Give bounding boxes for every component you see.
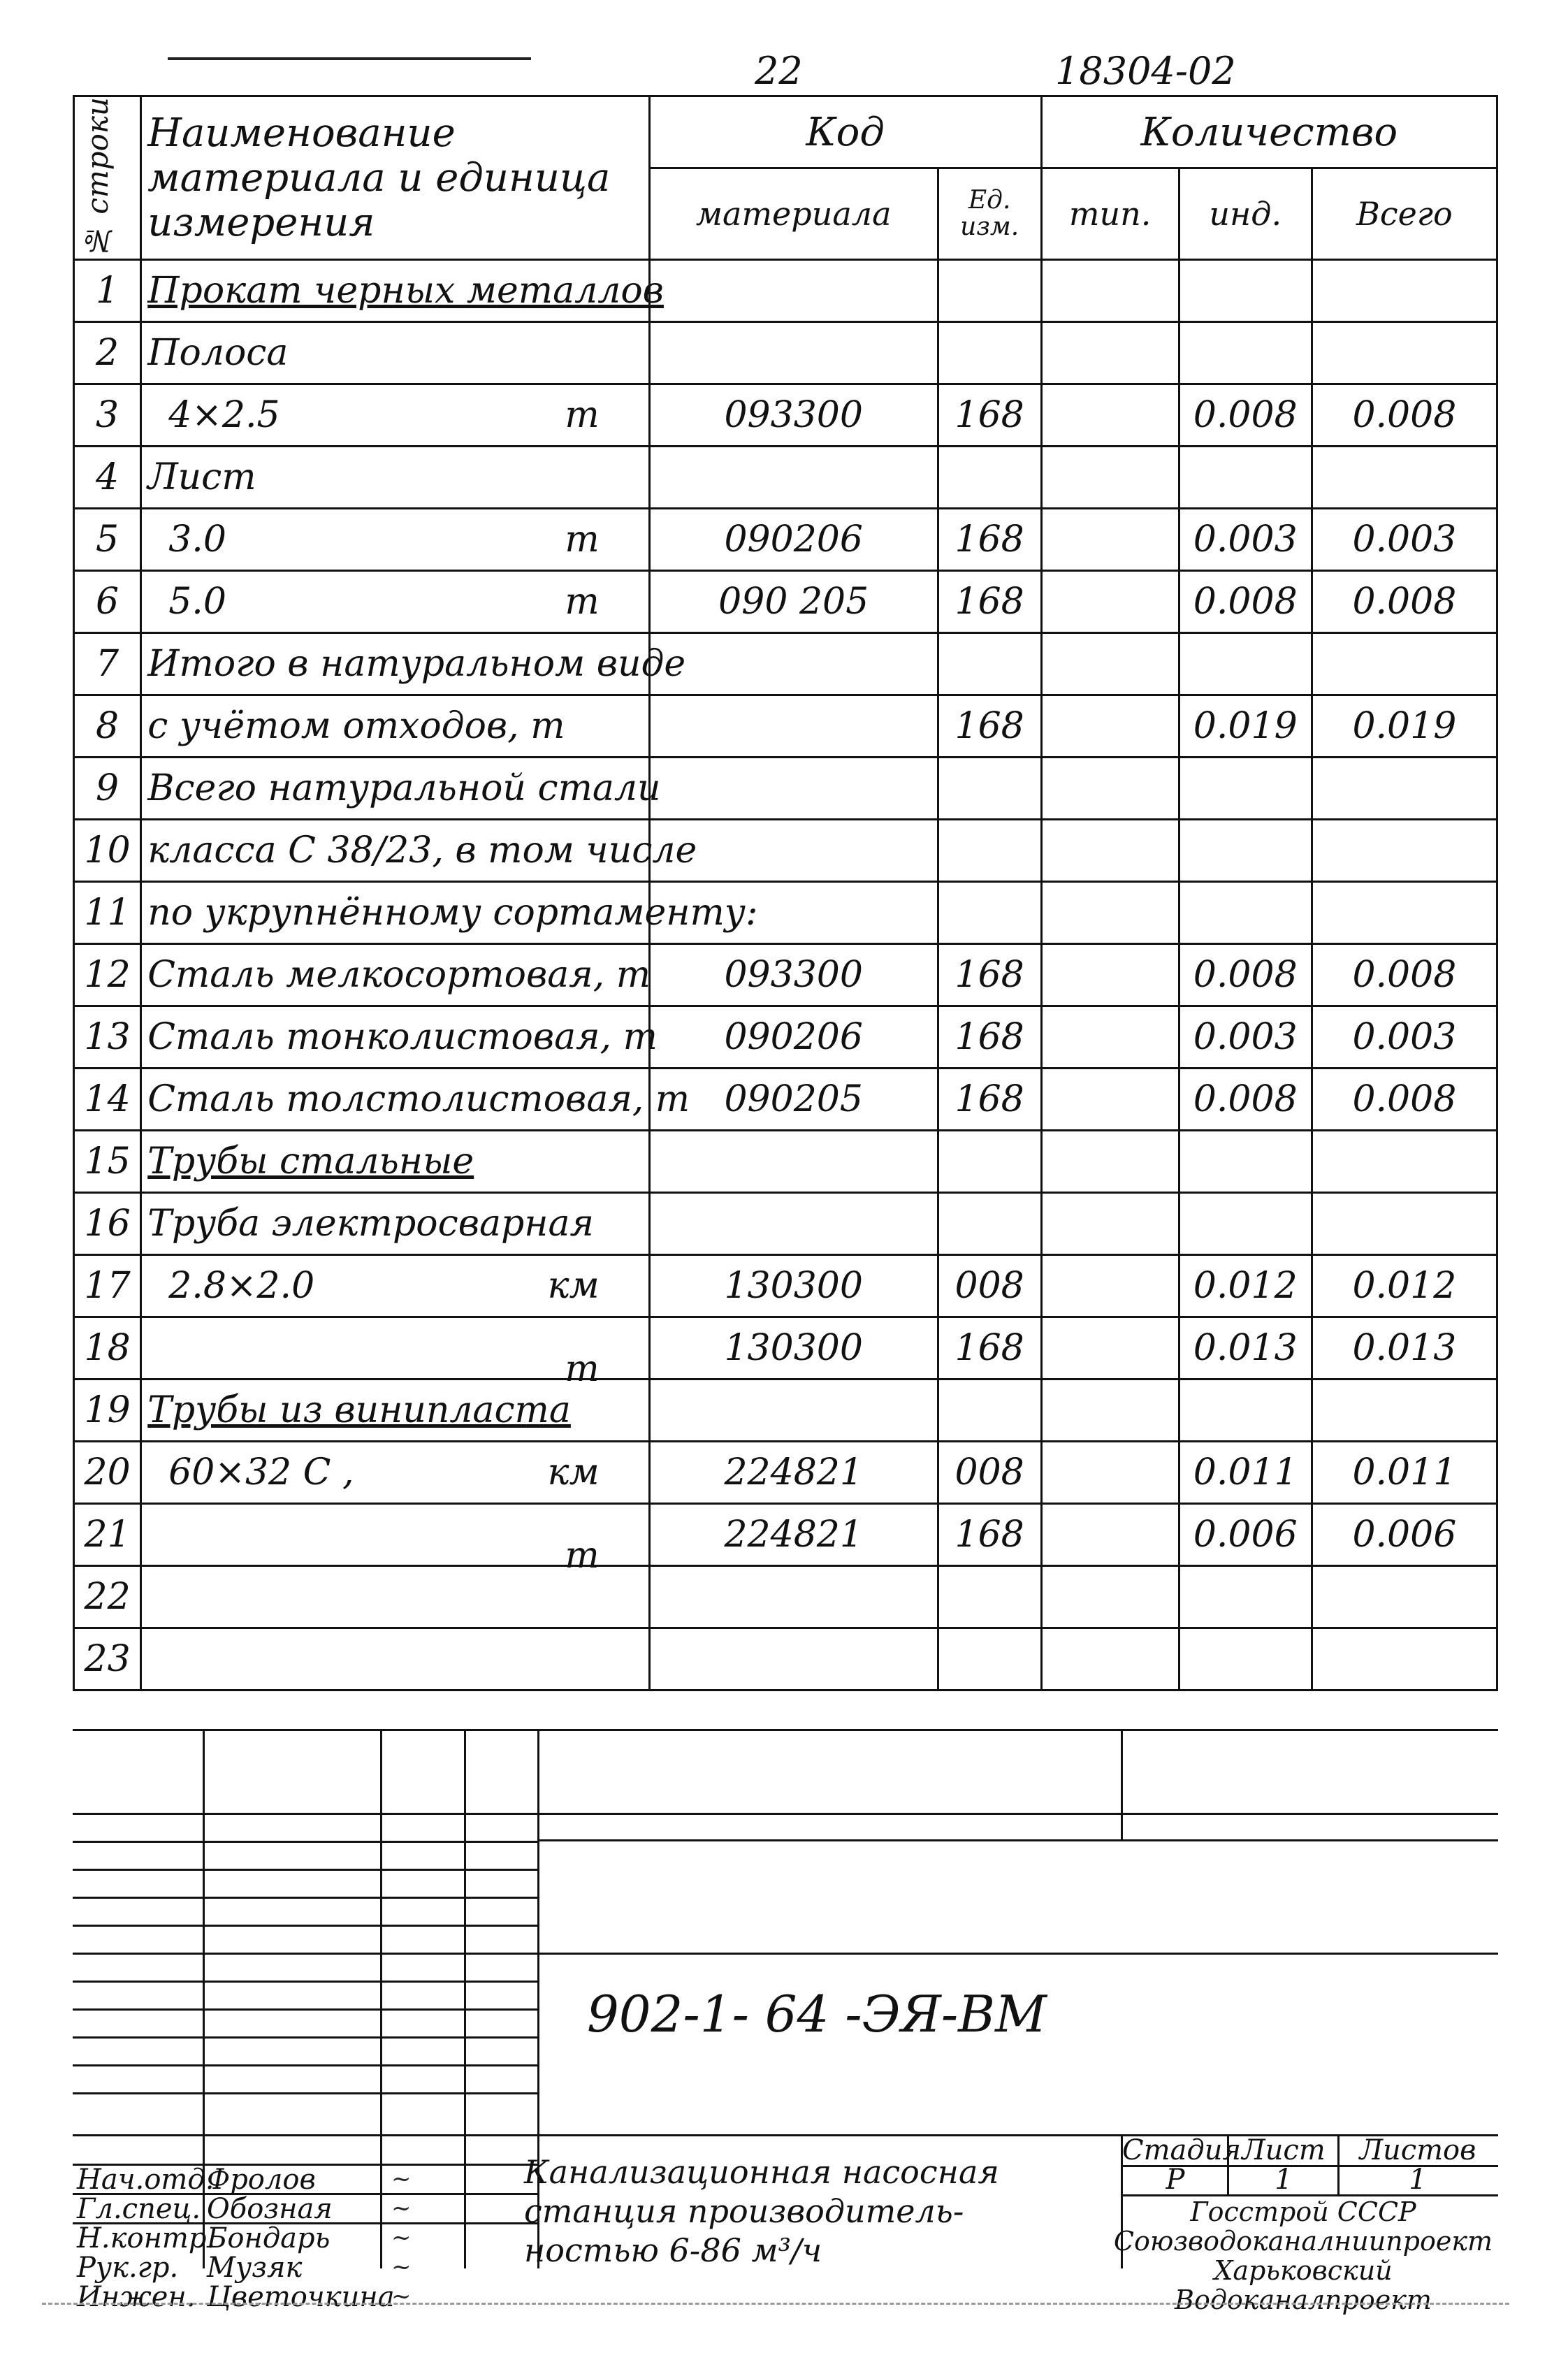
signature-name: Цветочкина	[207, 2281, 395, 2313]
row-number: 21	[74, 1504, 141, 1566]
material-name-text: 3.0	[168, 519, 226, 560]
qty-typ	[1041, 384, 1179, 447]
qty-ind: 0.003	[1179, 509, 1312, 571]
qty-total: 0.019	[1312, 695, 1497, 758]
material-name	[141, 384, 649, 447]
material-code: 090205	[649, 1069, 938, 1131]
qty-ind	[1179, 820, 1312, 882]
material-name	[141, 1380, 649, 1442]
material-code: 224821	[649, 1504, 938, 1566]
unit-code: 168	[938, 695, 1041, 758]
signature-name: Обозная	[207, 2193, 333, 2225]
qty-ind	[1179, 447, 1312, 509]
qty-total	[1312, 820, 1497, 882]
qty-typ	[1041, 758, 1179, 820]
signature-role: Н.контр.	[77, 2222, 216, 2254]
qty-ind: 0.019	[1179, 695, 1312, 758]
material-name-text: Трубы стальные	[147, 1141, 474, 1182]
material-name-text: 60×32 С ,	[168, 1451, 354, 1493]
quantity-group-header: Количество	[1041, 96, 1497, 168]
row-number: 10	[74, 820, 141, 882]
table-row	[74, 571, 1497, 633]
unit-code: 008	[938, 1255, 1041, 1317]
row-number: 3	[74, 384, 141, 447]
row-number: 8	[74, 695, 141, 758]
row-number: 4	[74, 447, 141, 509]
name-header: Наименование материала и единица измерения	[141, 96, 649, 260]
unit-label: т	[565, 581, 600, 623]
unit-label: т	[565, 1535, 600, 1577]
material-code: 130300	[649, 1317, 938, 1380]
qty-total	[1312, 1193, 1497, 1255]
row-number: 18	[74, 1317, 141, 1380]
qty-typ	[1041, 571, 1179, 633]
unit-label: т	[565, 394, 600, 436]
table-row	[74, 882, 1497, 944]
material-name	[141, 1504, 649, 1577]
material-name	[141, 944, 649, 1006]
qty-ind	[1179, 1380, 1312, 1442]
material-code: 090206	[649, 509, 938, 571]
unit-code: 168	[938, 1069, 1041, 1131]
materials-table	[73, 95, 1498, 1691]
table-row	[74, 633, 1497, 695]
table-row	[74, 447, 1497, 509]
table-row	[74, 1566, 1497, 1628]
material-name-text: 2.8×2.0	[168, 1265, 315, 1307]
signature-name: Фролов	[207, 2164, 316, 2196]
unit-label: т	[565, 519, 600, 560]
qty-typ	[1041, 1006, 1179, 1069]
qty-typ	[1041, 509, 1179, 571]
table-row	[74, 509, 1497, 571]
unit-code: 168	[938, 384, 1041, 447]
material-name-text: Сталь толстолистовая, т	[147, 1078, 690, 1120]
material-name-text: Всего натуральной стали	[147, 767, 661, 809]
signature-name: Музяк	[207, 2252, 303, 2284]
row-number: 17	[74, 1255, 141, 1317]
material-code	[649, 695, 938, 758]
qty-total	[1312, 260, 1497, 322]
material-name	[141, 322, 649, 384]
row-number: 11	[74, 882, 141, 944]
unit-code: 168	[938, 1006, 1041, 1069]
signature-role: Инжен.	[77, 2281, 196, 2313]
qty-ind	[1179, 882, 1312, 944]
qty-typ	[1041, 322, 1179, 384]
table-row	[74, 1255, 1497, 1317]
qty-typ	[1041, 820, 1179, 882]
qty-typ	[1041, 1193, 1179, 1255]
row-number: 22	[74, 1566, 141, 1628]
qty-ind: 0.006	[1179, 1504, 1312, 1566]
qty-typ	[1041, 1069, 1179, 1131]
table-row	[74, 384, 1497, 447]
qty-total: 0.008	[1312, 944, 1497, 1006]
unit-label: т	[565, 1348, 600, 1390]
material-code: 093300	[649, 944, 938, 1006]
document-number: 18304-02	[1055, 49, 1236, 93]
material-name	[141, 633, 686, 695]
qty-typ	[1041, 1380, 1179, 1442]
material-name	[141, 1069, 690, 1131]
qty-ind: 0.008	[1179, 384, 1312, 447]
qty-typ	[1041, 944, 1179, 1006]
signature-name: Бондарь	[207, 2222, 331, 2254]
organization: Госстрой СССР Союзводоканалниипроект Харьковский Водоканалпроект	[1113, 2196, 1493, 2315]
qty-typ	[1041, 447, 1179, 509]
material-name	[141, 447, 649, 509]
qty-typ-header: тип.	[1041, 168, 1179, 260]
unit-code: 168	[938, 1504, 1041, 1566]
qty-typ	[1041, 1255, 1179, 1317]
qty-total: 0.008	[1312, 1069, 1497, 1131]
sheet-label: Лист	[1242, 2134, 1326, 2166]
material-name-text: 4×2.5	[168, 394, 280, 436]
row-number: 19	[74, 1380, 141, 1442]
material-name-text: Сталь мелкосортовая, т	[147, 954, 651, 996]
signature-role: Рук.гр.	[77, 2252, 179, 2284]
qty-typ	[1041, 1504, 1179, 1566]
qty-ind	[1179, 322, 1312, 384]
unit-code	[938, 322, 1041, 384]
material-code	[649, 1566, 938, 1628]
material-name-text: с учётом отходов, т	[147, 705, 565, 747]
code-unit-header: Ед. изм.	[938, 168, 1041, 260]
material-code	[649, 758, 938, 820]
qty-total: 0.006	[1312, 1504, 1497, 1566]
table-row	[74, 758, 1497, 820]
material-name-text: Полоса	[147, 332, 289, 374]
handwritten-signature-icon: ~	[391, 2165, 412, 2193]
qty-typ	[1041, 1566, 1179, 1628]
unit-code: 168	[938, 1317, 1041, 1380]
table-row	[74, 1069, 1497, 1131]
qty-ind	[1179, 1566, 1312, 1628]
qty-ind: 0.011	[1179, 1442, 1312, 1504]
row-number-header: № строки	[74, 96, 141, 260]
qty-total	[1312, 633, 1497, 695]
unit-code	[938, 260, 1041, 322]
bottom-rule	[42, 2303, 1509, 2305]
table-row	[74, 1006, 1497, 1069]
material-name-text: Лист	[147, 456, 256, 498]
table-row	[74, 322, 1497, 384]
qty-ind: 0.003	[1179, 1006, 1312, 1069]
unit-code	[938, 820, 1041, 882]
qty-total: 0.013	[1312, 1317, 1497, 1380]
unit-code: 168	[938, 571, 1041, 633]
material-name-text: Итого в натуральном виде	[147, 643, 686, 685]
material-name	[141, 1317, 649, 1390]
qty-total	[1312, 1131, 1497, 1193]
qty-total	[1312, 1380, 1497, 1442]
unit-code	[938, 1193, 1041, 1255]
qty-ind: 0.008	[1179, 944, 1312, 1006]
material-name	[141, 260, 664, 322]
table-row	[74, 1380, 1497, 1442]
material-name	[141, 571, 649, 633]
material-name	[141, 695, 649, 758]
unit-code	[938, 758, 1041, 820]
qty-total	[1312, 447, 1497, 509]
unit-code	[938, 1566, 1041, 1628]
qty-ind: 0.008	[1179, 1069, 1312, 1131]
row-number: 15	[74, 1131, 141, 1193]
material-name	[141, 1442, 649, 1504]
table-row	[74, 260, 1497, 322]
qty-typ	[1041, 260, 1179, 322]
qty-ind	[1179, 758, 1312, 820]
row-number: 5	[74, 509, 141, 571]
sheets-value: 1	[1409, 2164, 1427, 2196]
qty-typ	[1041, 633, 1179, 695]
material-code: 090 205	[649, 571, 938, 633]
qty-ind: 0.008	[1179, 571, 1312, 633]
signature-role: Гл.спец.	[77, 2193, 201, 2225]
stage-label: Стадия	[1122, 2134, 1241, 2166]
qty-total-header: Всего	[1312, 168, 1497, 260]
row-number: 23	[74, 1628, 141, 1690]
qty-total: 0.011	[1312, 1442, 1497, 1504]
qty-ind	[1179, 1193, 1312, 1255]
material-name	[141, 509, 649, 571]
material-name-text: 5.0	[168, 581, 226, 623]
qty-typ	[1041, 695, 1179, 758]
row-number: 14	[74, 1069, 141, 1131]
qty-ind: 0.012	[1179, 1255, 1312, 1317]
table-body	[74, 260, 1497, 1690]
row-number: 20	[74, 1442, 141, 1504]
sheets-label: Листов	[1359, 2134, 1476, 2166]
material-name-text: по укрупнённому сортаменту:	[147, 892, 758, 934]
page-number: 22	[755, 49, 803, 93]
handwritten-signature-icon: ~	[391, 2282, 412, 2310]
qty-total	[1312, 758, 1497, 820]
qty-total: 0.008	[1312, 384, 1497, 447]
material-code	[649, 447, 938, 509]
qty-ind-header: инд.	[1179, 168, 1312, 260]
material-code: 093300	[649, 384, 938, 447]
drawing-code: 902-1- 64 -ЭЯ-ВМ	[587, 1985, 1047, 2043]
material-code	[649, 633, 938, 695]
handwritten-signature-icon: ~	[391, 2253, 412, 2281]
table-row	[74, 820, 1497, 882]
unit-label: км	[547, 1451, 600, 1493]
unit-code	[938, 1380, 1041, 1442]
code-material-header: материала	[649, 168, 938, 260]
table-row	[74, 1131, 1497, 1193]
qty-typ	[1041, 1442, 1179, 1504]
qty-typ	[1041, 1131, 1179, 1193]
stage-value: Р	[1166, 2164, 1185, 2196]
material-name-text: Прокат черных металлов	[147, 270, 664, 312]
blank-band	[73, 1659, 1498, 1731]
qty-total: 0.008	[1312, 571, 1497, 633]
material-code	[649, 322, 938, 384]
unit-code: 168	[938, 509, 1041, 571]
handwritten-signature-icon: ~	[391, 2194, 412, 2222]
material-name	[141, 1006, 658, 1069]
material-name	[141, 1255, 649, 1317]
material-code	[649, 1193, 938, 1255]
row-number: 2	[74, 322, 141, 384]
qty-total	[1312, 882, 1497, 944]
qty-total: 0.003	[1312, 509, 1497, 571]
qty-total: 0.012	[1312, 1255, 1497, 1317]
signature-role: Нач.отд.	[77, 2164, 215, 2196]
material-code: 224821	[649, 1442, 938, 1504]
qty-total: 0.003	[1312, 1006, 1497, 1069]
handwritten-signature-icon: ~	[391, 2224, 412, 2252]
table-row	[74, 695, 1497, 758]
material-code	[649, 1131, 938, 1193]
row-number: 7	[74, 633, 141, 695]
material-code: 090206	[649, 1006, 938, 1069]
table-row	[74, 944, 1497, 1006]
table-row	[74, 1317, 1497, 1380]
drawing-title: Канализационная насосная станция производитель- ностью 6-86 м³/ч	[524, 2153, 999, 2269]
material-name	[141, 1131, 649, 1193]
material-name	[141, 1193, 649, 1255]
material-name-text: Сталь тонколистовая, т	[147, 1016, 658, 1058]
material-name-text: Труба электросварная	[147, 1203, 594, 1245]
unit-code	[938, 1131, 1041, 1193]
material-name	[141, 758, 661, 820]
top-rule	[168, 57, 531, 60]
material-name-text: класса С 38/23, в том числе	[147, 830, 697, 871]
material-name	[141, 882, 758, 944]
qty-typ	[1041, 1317, 1179, 1380]
qty-ind	[1179, 633, 1312, 695]
table-row	[74, 1442, 1497, 1504]
row-number: 1	[74, 260, 141, 322]
material-name-text: Трубы из винипласта	[147, 1389, 571, 1431]
material-name	[141, 820, 697, 882]
material-code	[649, 260, 938, 322]
unit-label: км	[547, 1265, 600, 1307]
material-code	[649, 1380, 938, 1442]
table-row	[74, 1193, 1497, 1255]
qty-total	[1312, 322, 1497, 384]
qty-ind	[1179, 1131, 1312, 1193]
qty-typ	[1041, 882, 1179, 944]
material-code: 130300	[649, 1255, 938, 1317]
unit-code	[938, 633, 1041, 695]
unit-code	[938, 882, 1041, 944]
qty-total	[1312, 1566, 1497, 1628]
row-number: 12	[74, 944, 141, 1006]
unit-code: 168	[938, 944, 1041, 1006]
table-row	[74, 1504, 1497, 1566]
code-group-header: Код	[649, 96, 1041, 168]
qty-ind	[1179, 260, 1312, 322]
row-number: 6	[74, 571, 141, 633]
row-number: 9	[74, 758, 141, 820]
row-number: 13	[74, 1006, 141, 1069]
material-name	[141, 1566, 649, 1628]
sheet-value: 1	[1275, 2164, 1293, 2196]
row-number: 16	[74, 1193, 141, 1255]
unit-code: 008	[938, 1442, 1041, 1504]
qty-ind: 0.013	[1179, 1317, 1312, 1380]
unit-code	[938, 447, 1041, 509]
